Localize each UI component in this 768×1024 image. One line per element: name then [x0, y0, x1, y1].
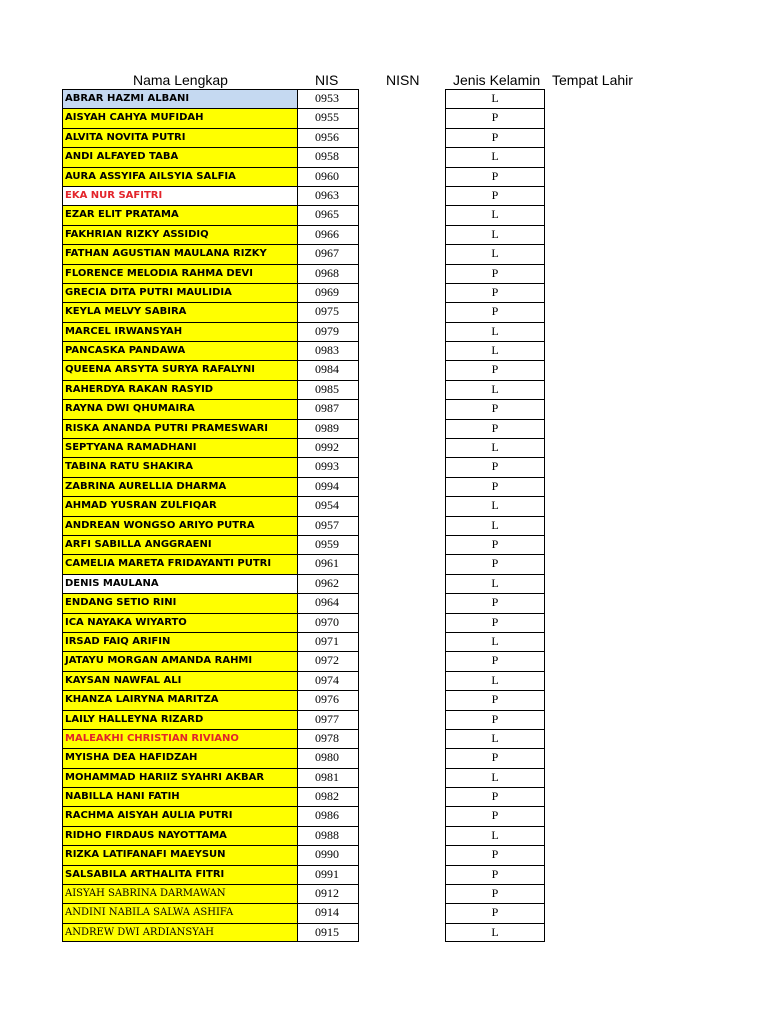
cell-jenis-kelamin[interactable]: L [445, 341, 545, 360]
cell-nis[interactable]: 0961 [297, 554, 359, 573]
cell-jenis-kelamin[interactable]: P [445, 554, 545, 573]
cell-nama-lengkap[interactable]: FLORENCE MELODIA RAHMA DEVI [62, 264, 297, 283]
cell-nama-lengkap[interactable]: ANDREAN WONGSO ARIYO PUTRA [62, 516, 297, 535]
cell-jenis-kelamin[interactable]: P [445, 593, 545, 612]
cell-jenis-kelamin[interactable]: P [445, 302, 545, 321]
table-row [0, 89, 768, 108]
table-row [0, 826, 768, 845]
cell-jenis-kelamin[interactable]: P [445, 651, 545, 670]
cell-nis[interactable]: 0988 [297, 826, 359, 845]
cell-nama-lengkap[interactable]: AURA ASSYIFA AILSYIA SALFIA [62, 167, 297, 186]
column-headers [0, 70, 768, 90]
cell-jenis-kelamin[interactable]: P [445, 535, 545, 554]
cell-jenis-kelamin[interactable]: L [445, 516, 545, 535]
table-row [0, 147, 768, 166]
cell-jenis-kelamin[interactable]: P [445, 748, 545, 767]
cell-nama-lengkap[interactable]: FAKHRIAN RIZKY ASSIDIQ [62, 225, 297, 244]
cell-jenis-kelamin[interactable]: L [445, 147, 545, 166]
table-row [0, 128, 768, 147]
cell-nama-lengkap[interactable]: MALEAKHI CHRISTIAN RIVIANO [62, 729, 297, 748]
cell-jenis-kelamin[interactable]: L [445, 671, 545, 690]
cell-nis[interactable]: 0954 [297, 496, 359, 515]
table-row [0, 535, 768, 554]
cell-nama-lengkap[interactable]: ZABRINA AURELLIA DHARMA [62, 477, 297, 496]
cell-nis[interactable]: 0970 [297, 613, 359, 632]
cell-nis[interactable]: 0980 [297, 748, 359, 767]
table-row [0, 457, 768, 476]
cell-jenis-kelamin[interactable]: P [445, 477, 545, 496]
cell-nis[interactable]: 0975 [297, 302, 359, 321]
cell-nama-lengkap[interactable]: AHMAD YUSRAN ZULFIQAR [62, 496, 297, 515]
cell-nama-lengkap[interactable]: TABINA RATU SHAKIRA [62, 457, 297, 476]
table-row [0, 186, 768, 205]
cell-nama-lengkap[interactable]: RIDHO FIRDAUS NAYOTTAMA [62, 826, 297, 845]
table-row [0, 302, 768, 321]
cell-nis[interactable]: 0972 [297, 651, 359, 670]
cell-jenis-kelamin[interactable]: L [445, 632, 545, 651]
table-row [0, 729, 768, 748]
header-nisn[interactable]: NISN [386, 72, 420, 88]
cell-nama-lengkap[interactable]: KAYSAN NAWFAL ALI [62, 671, 297, 690]
cell-nama-lengkap[interactable]: ABRAR HAZMI ALBANI [62, 89, 297, 108]
cell-nis[interactable]: 0969 [297, 283, 359, 302]
cell-jenis-kelamin[interactable]: L [445, 205, 545, 224]
cell-nis[interactable]: 0993 [297, 457, 359, 476]
cell-jenis-kelamin[interactable]: L [445, 89, 545, 108]
cell-nis[interactable]: 0982 [297, 787, 359, 806]
table-row [0, 613, 768, 632]
cell-jenis-kelamin[interactable]: P [445, 167, 545, 186]
cell-nis[interactable]: 0968 [297, 264, 359, 283]
cell-nis[interactable]: 0958 [297, 147, 359, 166]
cell-jenis-kelamin[interactable]: P [445, 710, 545, 729]
table-row [0, 399, 768, 418]
cell-nis[interactable]: 0915 [297, 923, 359, 942]
cell-jenis-kelamin[interactable]: P [445, 806, 545, 825]
cell-nis[interactable]: 0967 [297, 244, 359, 263]
cell-nama-lengkap[interactable]: LAILY HALLEYNA RIZARD [62, 710, 297, 729]
cell-nis[interactable]: 0955 [297, 108, 359, 127]
cell-nama-lengkap[interactable]: RACHMA AISYAH AULIA PUTRI [62, 806, 297, 825]
cell-nama-lengkap[interactable]: MARCEL IRWANSYAH [62, 322, 297, 341]
cell-jenis-kelamin[interactable]: L [445, 826, 545, 845]
table-row [0, 341, 768, 360]
cell-nis[interactable]: 0983 [297, 341, 359, 360]
table-row [0, 322, 768, 341]
table-row [0, 477, 768, 496]
cell-nama-lengkap[interactable]: RAHERDYA RAKAN RASYID [62, 380, 297, 399]
cell-nama-lengkap[interactable]: ENDANG SETIO RINI [62, 593, 297, 612]
cell-nis[interactable]: 0974 [297, 671, 359, 690]
cell-nama-lengkap[interactable]: MYISHA DEA HAFIDZAH [62, 748, 297, 767]
cell-nis[interactable]: 0964 [297, 593, 359, 612]
table-row [0, 360, 768, 379]
cell-nama-lengkap[interactable]: KEYLA MELVY SABIRA [62, 302, 297, 321]
cell-nis[interactable]: 0966 [297, 225, 359, 244]
cell-nis[interactable]: 0977 [297, 710, 359, 729]
cell-nama-lengkap[interactable]: SALSABILA ARTHALITA FITRI [62, 865, 297, 884]
cell-jenis-kelamin[interactable]: P [445, 419, 545, 438]
table-row [0, 593, 768, 612]
table-row [0, 865, 768, 884]
cell-nis[interactable]: 0990 [297, 845, 359, 864]
cell-nis[interactable]: 0965 [297, 205, 359, 224]
cell-jenis-kelamin[interactable]: P [445, 845, 545, 864]
table-row [0, 205, 768, 224]
table-row [0, 787, 768, 806]
table-row [0, 923, 768, 942]
table-row [0, 419, 768, 438]
table-row [0, 845, 768, 864]
cell-nis[interactable]: 0962 [297, 574, 359, 593]
cell-nama-lengkap[interactable]: ICA NAYAKA WIYARTO [62, 613, 297, 632]
cell-jenis-kelamin[interactable]: L [445, 322, 545, 341]
cell-jenis-kelamin[interactable]: P [445, 787, 545, 806]
cell-nis[interactable]: 0984 [297, 360, 359, 379]
cell-nama-lengkap[interactable]: SEPTYANA RAMADHANI [62, 438, 297, 457]
cell-nama-lengkap[interactable]: QUEENA ARSYTA SURYA RAFALYNI [62, 360, 297, 379]
cell-nama-lengkap[interactable]: IRSAD FAIQ ARIFIN [62, 632, 297, 651]
table-row [0, 768, 768, 787]
cell-nama-lengkap[interactable]: ANDI ALFAYED TABA [62, 147, 297, 166]
header-tempat-lahir[interactable]: Tempat Lahir [552, 72, 633, 88]
cell-jenis-kelamin[interactable]: L [445, 225, 545, 244]
table-row [0, 380, 768, 399]
cell-nama-lengkap[interactable]: MOHAMMAD HARIIZ SYAHRI AKBAR [62, 768, 297, 787]
cell-nama-lengkap[interactable]: RIZKA LATIFANAFI MAEYSUN [62, 845, 297, 864]
cell-nis[interactable]: 0960 [297, 167, 359, 186]
cell-nis[interactable]: 0985 [297, 380, 359, 399]
cell-jenis-kelamin[interactable]: P [445, 884, 545, 903]
cell-nama-lengkap[interactable]: AISYAH SABRINA DARMAWAN [62, 884, 297, 903]
cell-nis[interactable]: 0956 [297, 128, 359, 147]
table-row [0, 167, 768, 186]
cell-nis[interactable]: 0912 [297, 884, 359, 903]
cell-nis[interactable]: 0989 [297, 419, 359, 438]
cell-nis[interactable]: 0953 [297, 89, 359, 108]
cell-nama-lengkap[interactable]: EKA NUR SAFITRI [62, 186, 297, 205]
table-row [0, 671, 768, 690]
table-row [0, 283, 768, 302]
cell-jenis-kelamin[interactable]: P [445, 128, 545, 147]
cell-jenis-kelamin[interactable]: P [445, 903, 545, 922]
cell-nis[interactable]: 0978 [297, 729, 359, 748]
cell-nis[interactable]: 0994 [297, 477, 359, 496]
cell-nis[interactable]: 0957 [297, 516, 359, 535]
table-row [0, 903, 768, 922]
table-row [0, 554, 768, 573]
student-table [0, 89, 768, 942]
cell-jenis-kelamin[interactable]: P [445, 186, 545, 205]
table-row [0, 632, 768, 651]
cell-nama-lengkap[interactable]: DENIS MAULANA [62, 574, 297, 593]
cell-jenis-kelamin[interactable]: L [445, 438, 545, 457]
table-row [0, 244, 768, 263]
table-row [0, 806, 768, 825]
table-row [0, 748, 768, 767]
cell-jenis-kelamin[interactable]: L [445, 923, 545, 942]
cell-jenis-kelamin[interactable]: L [445, 496, 545, 515]
table-row [0, 264, 768, 283]
table-row [0, 438, 768, 457]
table-row [0, 651, 768, 670]
cell-nama-lengkap[interactable]: GRECIA DITA PUTRI MAULIDIA [62, 283, 297, 302]
cell-jenis-kelamin[interactable]: P [445, 264, 545, 283]
cell-nis[interactable]: 0959 [297, 535, 359, 554]
cell-nama-lengkap[interactable]: KHANZA LAIRYNA MARITZA [62, 690, 297, 709]
cell-nis[interactable]: 0971 [297, 632, 359, 651]
cell-nis[interactable]: 0981 [297, 768, 359, 787]
table-row [0, 225, 768, 244]
cell-nama-lengkap[interactable]: NABILLA HANI FATIH [62, 787, 297, 806]
cell-nama-lengkap[interactable]: PANCASKA PANDAWA [62, 341, 297, 360]
cell-jenis-kelamin[interactable]: P [445, 360, 545, 379]
cell-nama-lengkap[interactable]: ANDINI NABILA SALWA ASHIFA [62, 903, 297, 922]
cell-jenis-kelamin[interactable]: L [445, 574, 545, 593]
cell-nis[interactable]: 0976 [297, 690, 359, 709]
cell-nama-lengkap[interactable]: ANDREW DWI ARDIANSYAH [62, 923, 297, 942]
cell-nama-lengkap[interactable]: RAYNA DWI QHUMAIRA [62, 399, 297, 418]
cell-nama-lengkap[interactable]: AISYAH CAHYA MUFIDAH [62, 108, 297, 127]
table-row [0, 574, 768, 593]
cell-jenis-kelamin[interactable]: L [445, 380, 545, 399]
cell-jenis-kelamin[interactable]: L [445, 244, 545, 263]
cell-nis[interactable]: 0963 [297, 186, 359, 205]
cell-nama-lengkap[interactable]: ARFI SABILLA ANGGRAENI [62, 535, 297, 554]
table-row [0, 496, 768, 515]
cell-nis[interactable]: 0986 [297, 806, 359, 825]
cell-nama-lengkap[interactable]: ALVITA NOVITA PUTRI [62, 128, 297, 147]
cell-nama-lengkap[interactable]: FATHAN AGUSTIAN MAULANA RIZKY [62, 244, 297, 263]
table-row [0, 690, 768, 709]
cell-nis[interactable]: 0991 [297, 865, 359, 884]
cell-nis[interactable]: 0987 [297, 399, 359, 418]
cell-nama-lengkap[interactable]: RISKA ANANDA PUTRI PRAMESWARI [62, 419, 297, 438]
header-nis[interactable]: NIS [315, 72, 339, 88]
cell-nama-lengkap[interactable]: CAMELIA MARETA FRIDAYANTI PUTRI [62, 554, 297, 573]
cell-jenis-kelamin[interactable]: P [445, 690, 545, 709]
cell-nis[interactable]: 0914 [297, 903, 359, 922]
table-row [0, 884, 768, 903]
cell-jenis-kelamin[interactable]: L [445, 768, 545, 787]
cell-jenis-kelamin[interactable]: L [445, 729, 545, 748]
cell-jenis-kelamin[interactable]: P [445, 613, 545, 632]
table-row [0, 710, 768, 729]
cell-jenis-kelamin[interactable]: P [445, 399, 545, 418]
header-nama-lengkap[interactable]: Nama Lengkap [133, 72, 228, 88]
header-jenis-kelamin[interactable]: Jenis Kelamin [453, 72, 541, 88]
cell-jenis-kelamin[interactable]: P [445, 457, 545, 476]
cell-nama-lengkap[interactable]: JATAYU MORGAN AMANDA RAHMI [62, 651, 297, 670]
cell-jenis-kelamin[interactable]: P [445, 865, 545, 884]
table-row [0, 516, 768, 535]
cell-nis[interactable]: 0979 [297, 322, 359, 341]
cell-nama-lengkap[interactable]: EZAR ELIT PRATAMA [62, 205, 297, 224]
table-row [0, 108, 768, 127]
cell-jenis-kelamin[interactable]: P [445, 108, 545, 127]
cell-jenis-kelamin[interactable]: P [445, 283, 545, 302]
cell-nis[interactable]: 0992 [297, 438, 359, 457]
